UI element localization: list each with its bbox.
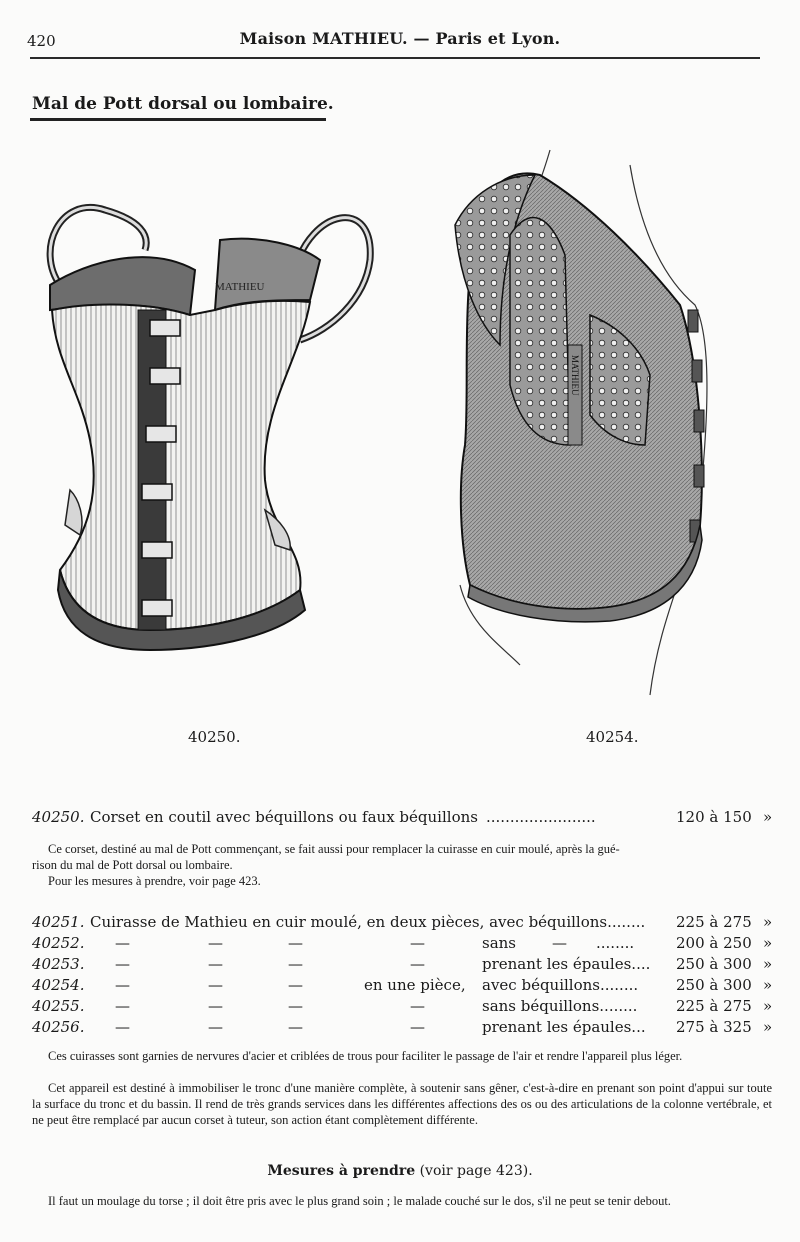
row-variant: prenant les épaules... <box>482 1018 646 1036</box>
cuirass-brand-text: MATHIEU <box>570 355 580 396</box>
paragraph-purpose: Cet appareil est destiné à immobiliser le tronc d'une manière complète, à soutenir sans gêner, c'est-à-dire en prenant son point d'appui sur toute la surface du tronc et du bassin. Il rend de très grands services dans les différentes affections des os ou des articulations de la colonne vertébrale, et ne peut être remplacé par aucun corset à tuteur, son action étant complètement différente. <box>32 1081 772 1127</box>
row-variant: avec béquillons........ <box>482 976 639 994</box>
section-title-underline <box>30 118 326 121</box>
running-title: Maison MATHIEU. — Paris et Lyon. <box>239 29 561 48</box>
row-price: 200 à 250 <box>676 934 752 952</box>
item-currency: » <box>763 808 773 826</box>
row-dash: — <box>410 1018 425 1036</box>
corset-brand-text: MATHIEU <box>215 281 265 293</box>
row-variant: sans <box>482 934 516 952</box>
row-ref: 40254. <box>32 976 85 994</box>
figure-caption-40254: 40254. <box>586 728 639 746</box>
row-dash: — <box>115 1018 130 1036</box>
row-dash: — <box>208 955 223 973</box>
row-leader: ........ <box>596 934 635 952</box>
row-ref: 40251. <box>32 913 85 931</box>
row-dash: — <box>552 934 567 952</box>
row-currency: » <box>763 1018 773 1036</box>
row-ref: 40253. <box>32 955 85 973</box>
header-rule <box>30 57 760 59</box>
leather-cuirass-illustration-icon <box>440 145 720 705</box>
row-dash: — <box>208 976 223 994</box>
figure-caption-40250: 40250. <box>188 728 241 746</box>
measures-title: Mesures à prendre <box>267 1163 416 1179</box>
measures-title-ref: (voir page 423). <box>419 1163 533 1179</box>
row-dash: — <box>115 976 130 994</box>
item-40250-note-line1: Ce corset, destiné au mal de Pott commençant, se fait aussi pour remplacer la cuirasse en cuir moulé, après la gué- <box>48 842 620 856</box>
row-dash: — <box>115 934 130 952</box>
figure-corset <box>30 190 380 660</box>
row-variant-a: en une pièce, <box>364 976 466 994</box>
row-currency: » <box>763 976 773 994</box>
row-dash: — <box>410 955 425 973</box>
row-dash: — <box>208 934 223 952</box>
row-variant: sans béquillons........ <box>482 997 638 1015</box>
item-price: 120 à 150 <box>676 808 752 826</box>
row-description: Cuirasse de Mathieu en cuir moulé, en deux pièces, avec béquillons........ <box>90 913 646 931</box>
paragraph-perforations: Ces cuirasses sont garnies de nervures d'acier et criblées de trous pour faciliter le passage de l'air et rendre l'appareil plus léger. <box>48 1049 683 1063</box>
row-dash: — <box>410 997 425 1015</box>
row-price: 275 à 325 <box>676 1018 752 1036</box>
item-ref: 40250. <box>32 808 85 826</box>
corset-illustration-icon <box>30 190 380 660</box>
item-40250-note-line2: rison du mal de Pott dorsal ou lombaire. <box>32 858 233 872</box>
row-currency: » <box>763 955 773 973</box>
row-currency: » <box>763 913 773 931</box>
measures-text: Il faut un moulage du torse ; il doit être pris avec le plus grand soin ; le malade couché sur le dos, s'il ne peut se tenir debout. <box>48 1194 671 1208</box>
row-price: 225 à 275 <box>676 997 752 1015</box>
row-ref: 40252. <box>32 934 85 952</box>
row-dash: — <box>288 955 303 973</box>
row-ref: 40255. <box>32 997 85 1015</box>
row-currency: » <box>763 997 773 1015</box>
row-dash: — <box>288 997 303 1015</box>
row-dash: — <box>208 997 223 1015</box>
page-number: 420 <box>27 32 56 50</box>
row-ref: 40256. <box>32 1018 85 1036</box>
row-variant: prenant les épaules.... <box>482 955 651 973</box>
row-dash: — <box>410 934 425 952</box>
measures-heading <box>0 1163 800 1179</box>
item-leader: ....................... <box>486 808 596 826</box>
row-dash: — <box>288 934 303 952</box>
row-dash: — <box>208 1018 223 1036</box>
row-price: 250 à 300 <box>676 976 752 994</box>
row-dash: — <box>115 955 130 973</box>
row-dash: — <box>115 997 130 1015</box>
row-price: 250 à 300 <box>676 955 752 973</box>
item-description: Corset en coutil avec béquillons ou faux béquillons <box>90 808 478 826</box>
row-dash: — <box>288 976 303 994</box>
figure-cuirass <box>440 145 720 705</box>
row-price: 225 à 275 <box>676 913 752 931</box>
item-40250-note-line3: Pour les mesures à prendre, voir page 423. <box>48 874 261 888</box>
row-dash: — <box>288 1018 303 1036</box>
section-title: Mal de Pott dorsal ou lombaire. <box>32 94 334 114</box>
row-currency: » <box>763 934 773 952</box>
